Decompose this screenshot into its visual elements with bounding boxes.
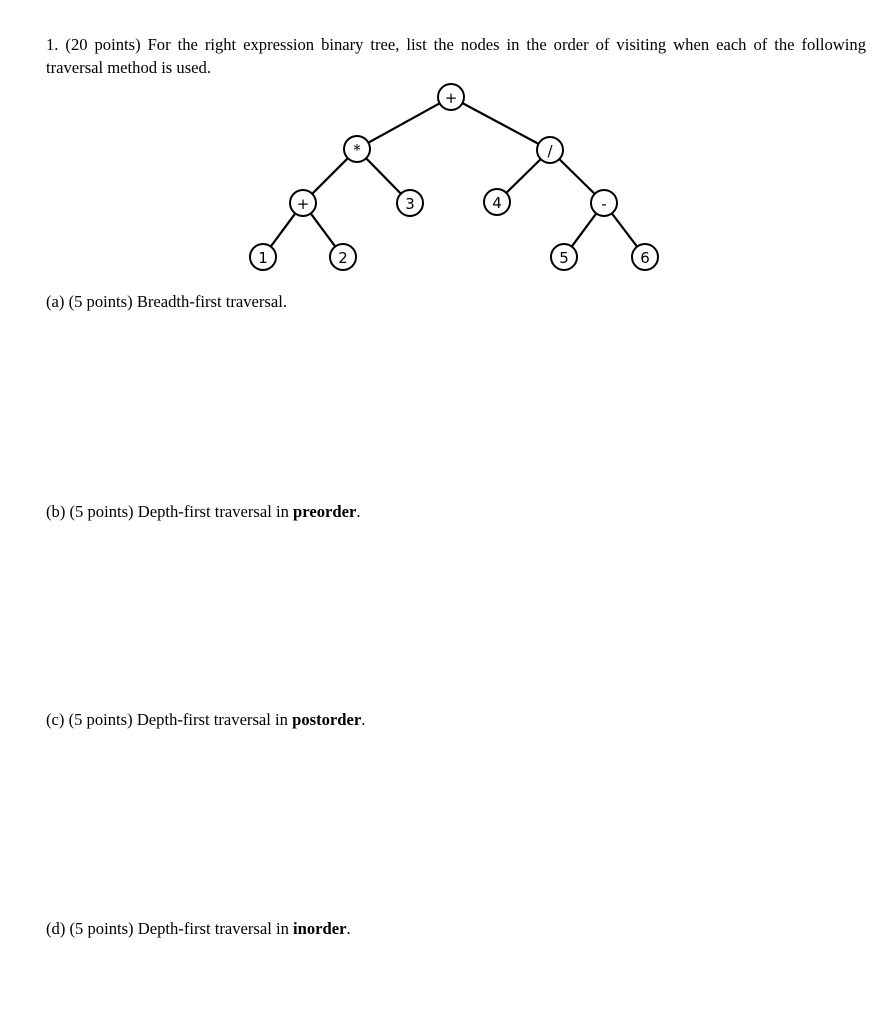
tree-node-label: 5 [559,249,569,267]
part-d-keyword: inorder [293,919,347,938]
question-number: 1. [46,35,59,54]
part-b-label: (b) [46,502,66,521]
part-c-answer-space [46,738,846,908]
tree-node-n4 [484,189,510,215]
part-b-points: (5 points) [69,502,134,521]
part-c [46,709,365,731]
tree-edge-minus-n6 [612,213,637,246]
part-b [46,501,360,523]
part-d-prefix: Depth-first traversal in [137,919,294,938]
part-d-answer-space [46,947,846,1017]
part-b-keyword: preorder [293,502,357,521]
tree-node-label: + [444,89,458,107]
tree-edge-plus2-n2 [311,213,336,246]
tree-node-n2 [330,244,356,270]
tree-node-label: 2 [338,249,348,267]
tree-node-plus2 [290,190,316,216]
tree-svg [0,0,889,300]
expression-tree-diagram [0,0,889,300]
part-c-prefix: Depth-first traversal in [136,710,293,729]
question-points: (20 points) [65,35,141,54]
part-d-label: (d) [46,919,66,938]
tree-edge-minus-n5 [572,213,597,246]
part-b-suffix: . [356,502,361,521]
part-c-suffix: . [361,710,366,729]
part-d [46,918,351,940]
tree-node-n6 [632,244,658,270]
tree-node-label: 3 [405,195,415,213]
part-c-keyword: postorder [292,710,362,729]
tree-node-label: / [547,142,553,160]
tree-node-minus [591,190,617,216]
part-b-answer-space [46,530,846,700]
tree-node-label: 6 [640,249,650,267]
tree-node-n3 [397,190,423,216]
tree-edge-root-div [462,103,538,144]
tree-node-label: 4 [492,194,502,212]
tree-node-label: * [353,141,361,159]
part-b-prefix: Depth-first traversal in [137,502,294,521]
tree-node-n1 [250,244,276,270]
tree-node-mul [344,136,370,162]
part-a-label: (a) [46,292,65,311]
part-a [46,291,287,313]
part-a-answer-space [46,320,846,490]
tree-node-label: - [601,195,607,213]
tree-edge-mul-plus2 [312,158,348,194]
tree-node-n5 [551,244,577,270]
tree-node-label: + [296,195,310,213]
part-a-text: Breadth-first traversal. [136,292,288,311]
tree-edge-div-minus [559,159,594,194]
question-body: For the right expression binary tree, list the nodes in the order of visiting when each of the following traversal method is used. [46,35,866,77]
tree-node-div [537,137,563,163]
tree-edge-div-n4 [506,159,540,193]
part-a-points: (5 points) [68,292,133,311]
tree-node-root [438,84,464,110]
part-c-label: (c) [46,710,65,729]
part-d-suffix: . [346,919,351,938]
tree-edge-mul-n3 [366,158,401,193]
part-d-points: (5 points) [69,919,134,938]
tree-edge-root-mul [368,103,439,142]
part-c-points: (5 points) [68,710,133,729]
tree-edge-plus2-n1 [271,213,296,246]
tree-node-label: 1 [258,249,268,267]
